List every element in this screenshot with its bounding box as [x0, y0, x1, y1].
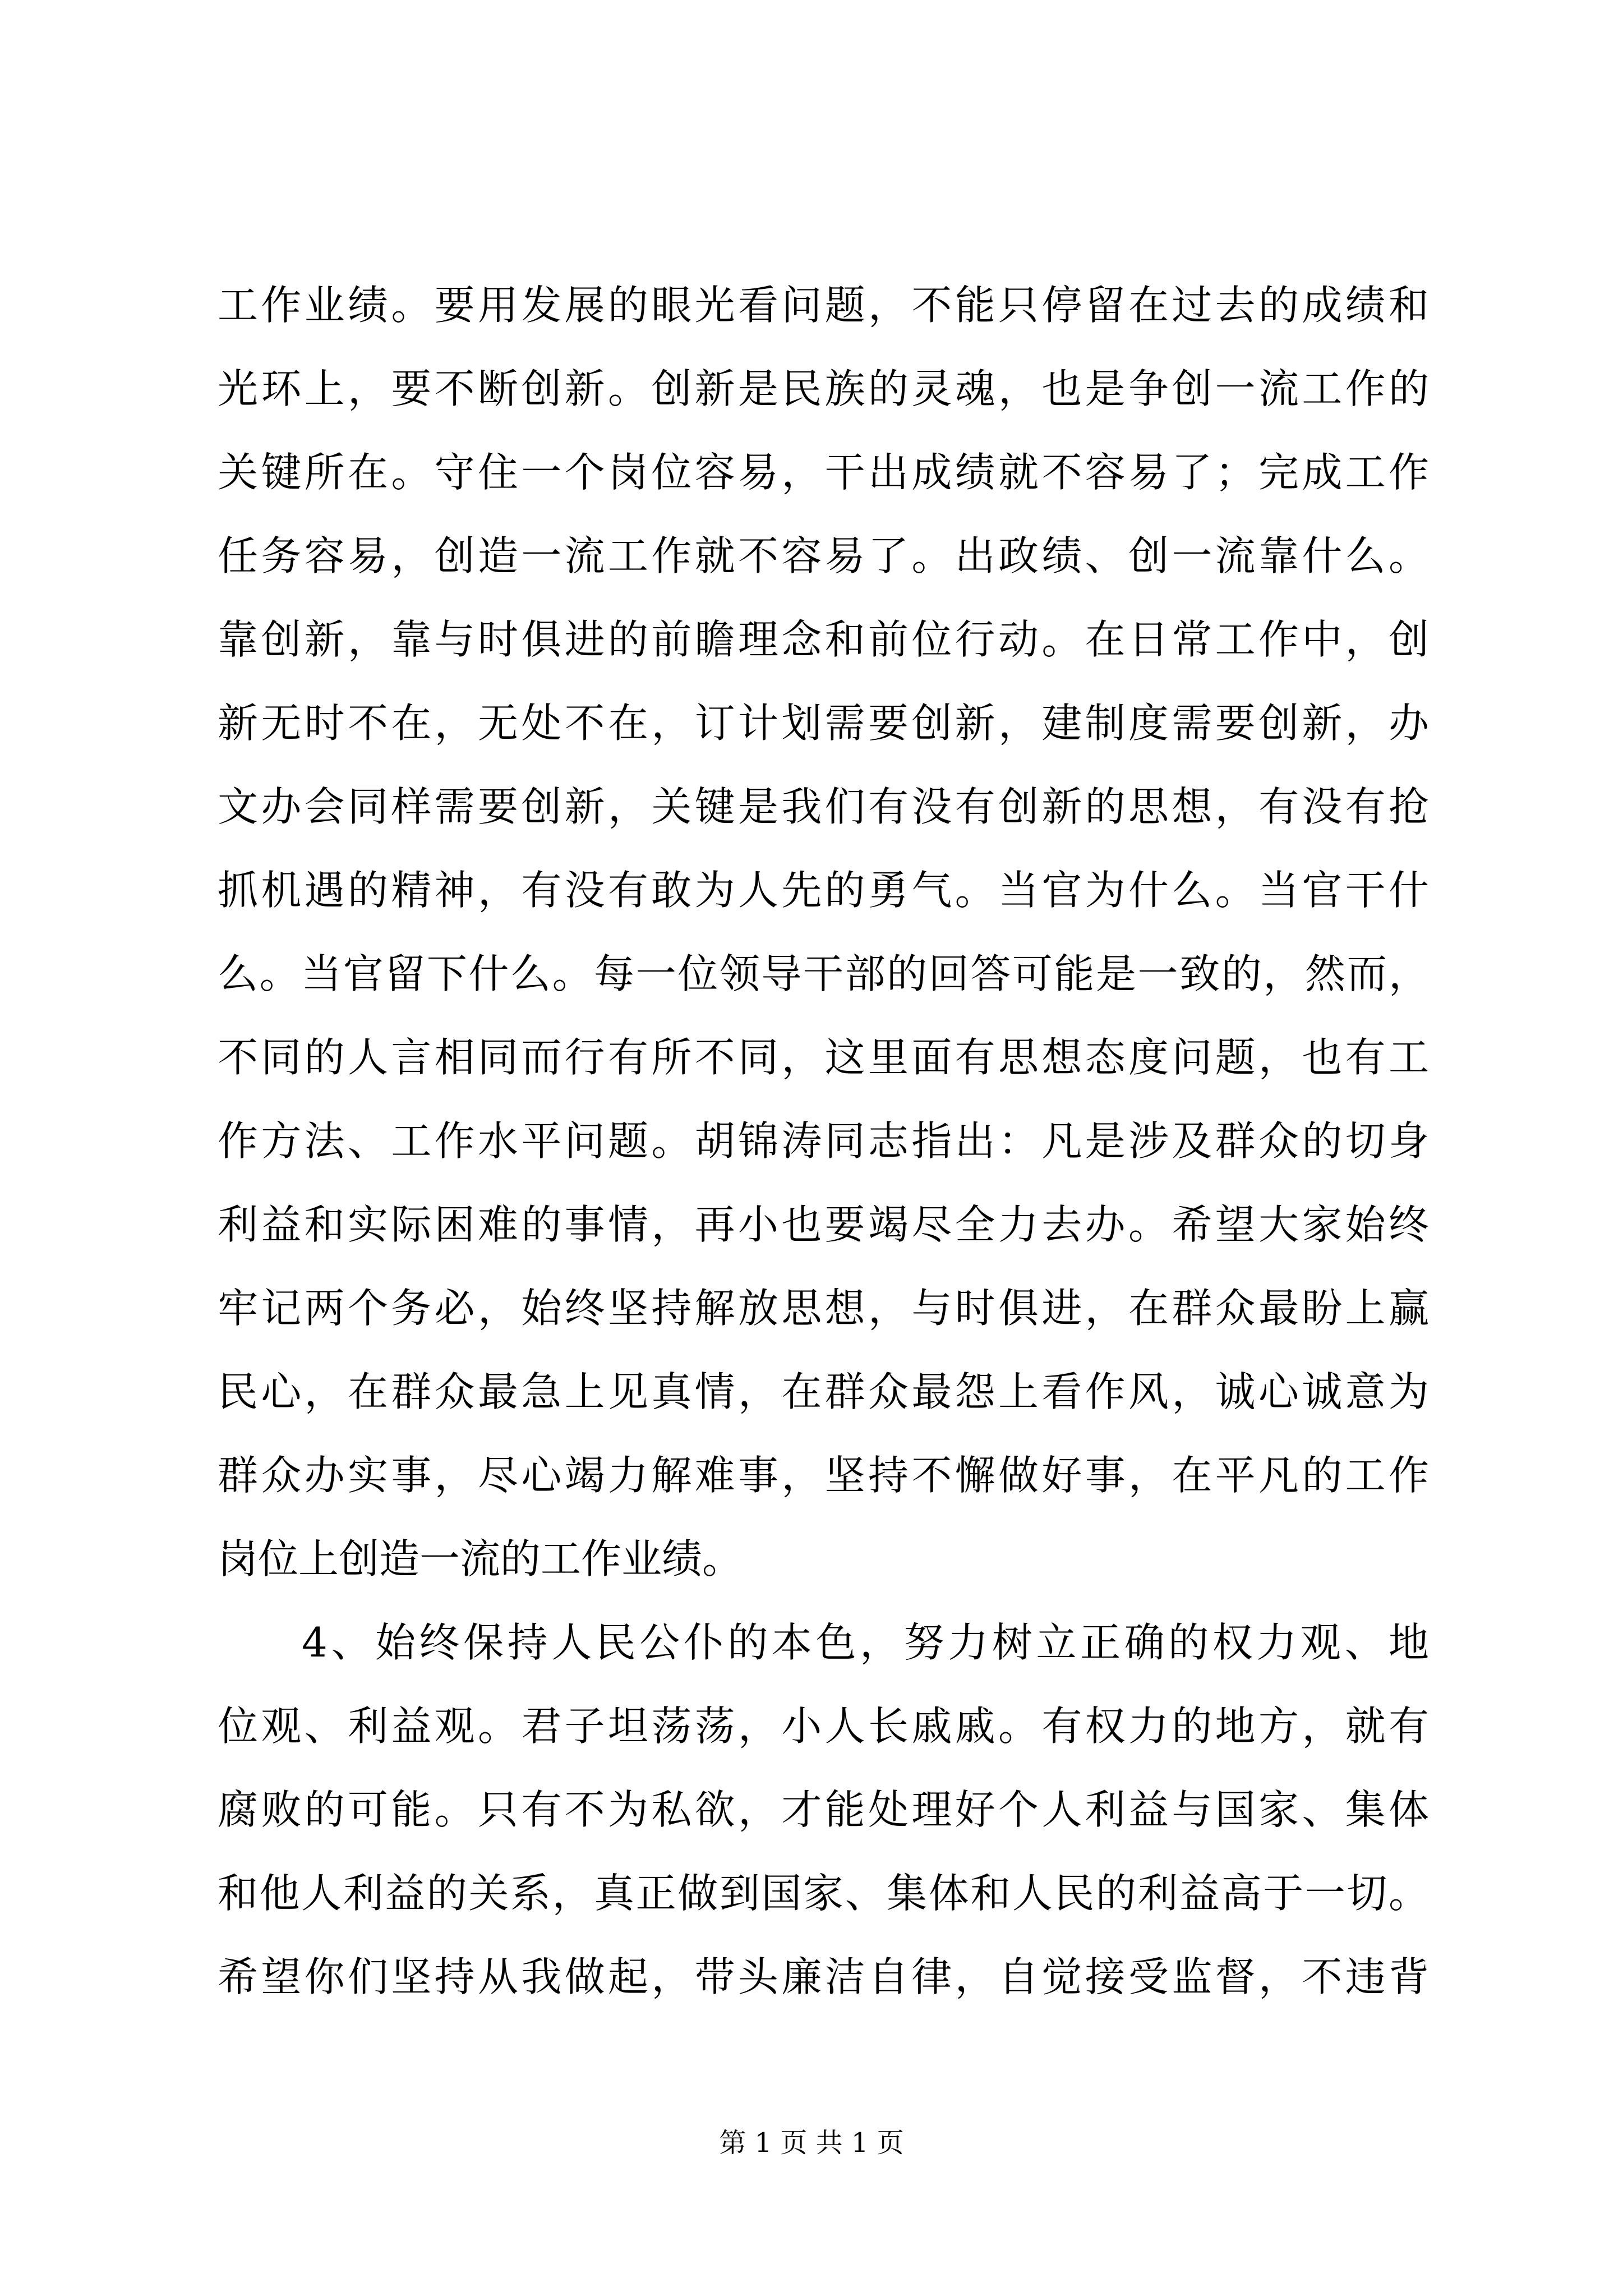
text-line: 文办会同样需要创新，关键是我们有没有创新的思想，有没有抢: [218, 783, 1429, 830]
text-line: 么。当官留下什么。每一位领导干部的回答可能是一致的，然而，: [218, 950, 1429, 997]
text-line: 岗位上创造一流的工作业绩。: [218, 1535, 743, 1582]
text-line: 任务容易，创造一流工作就不容易了。出政绩、创一流靠什么。: [218, 532, 1429, 579]
text-line: 群众办实事，尽心竭力解难事，坚持不懈做好事，在平凡的工作: [218, 1452, 1429, 1499]
text-line: 民心，在群众最急上见真情，在群众最怨上看作风，诚心诚意为: [218, 1368, 1429, 1415]
text-line: 牢记两个务必，始终坚持解放思想，与时俱进，在群众最盼上赢: [218, 1285, 1429, 1332]
text-line: 关键所在。守住一个岗位容易，干出成绩就不容易了；完成工作: [218, 449, 1429, 496]
text-line: 抓机遇的精神，有没有敢为人先的勇气。当官为什么。当官干什: [218, 867, 1429, 914]
text-line: 希望你们坚持从我做起，带头廉洁自律，自觉接受监督，不违背: [218, 1953, 1429, 2000]
text-line: 光环上，要不断创新。创新是民族的灵魂，也是争创一流工作的: [218, 365, 1429, 412]
text-line: 腐败的可能。只有不为私欲，才能处理好个人利益与国家、集体: [218, 1786, 1429, 1833]
text-line: 和他人利益的关系，真正做到国家、集体和人民的利益高于一切。: [218, 1870, 1429, 1917]
text-line: 工作业绩。要用发展的眼光看问题，不能只停留在过去的成绩和: [218, 282, 1429, 329]
text-line: 利益和实际困难的事情，再小也要竭尽全力去办。希望大家始终: [218, 1201, 1429, 1248]
text-line: 不同的人言相同而行有所不同，这里面有思想态度问题，也有工: [218, 1034, 1429, 1081]
page-footer: 第 1 页 共 1 页: [719, 2127, 904, 2159]
text-line: 位观、利益观。君子坦荡荡，小人长戚戚。有权力的地方，就有: [218, 1703, 1429, 1750]
paragraph-start-line: 4、始终保持人民公仆的本色，努力树立正确的权力观、地: [302, 1619, 1429, 1666]
text-line: 作方法、工作水平问题。胡锦涛同志指出：凡是涉及群众的切身: [218, 1117, 1429, 1165]
text-line: 新无时不在，无处不在，订计划需要创新，建制度需要创新，办: [218, 700, 1429, 747]
text-line: 靠创新，靠与时俱进的前瞻理念和前位行动。在日常工作中，创: [218, 616, 1429, 663]
body-text: [218, 264, 1429, 2019]
